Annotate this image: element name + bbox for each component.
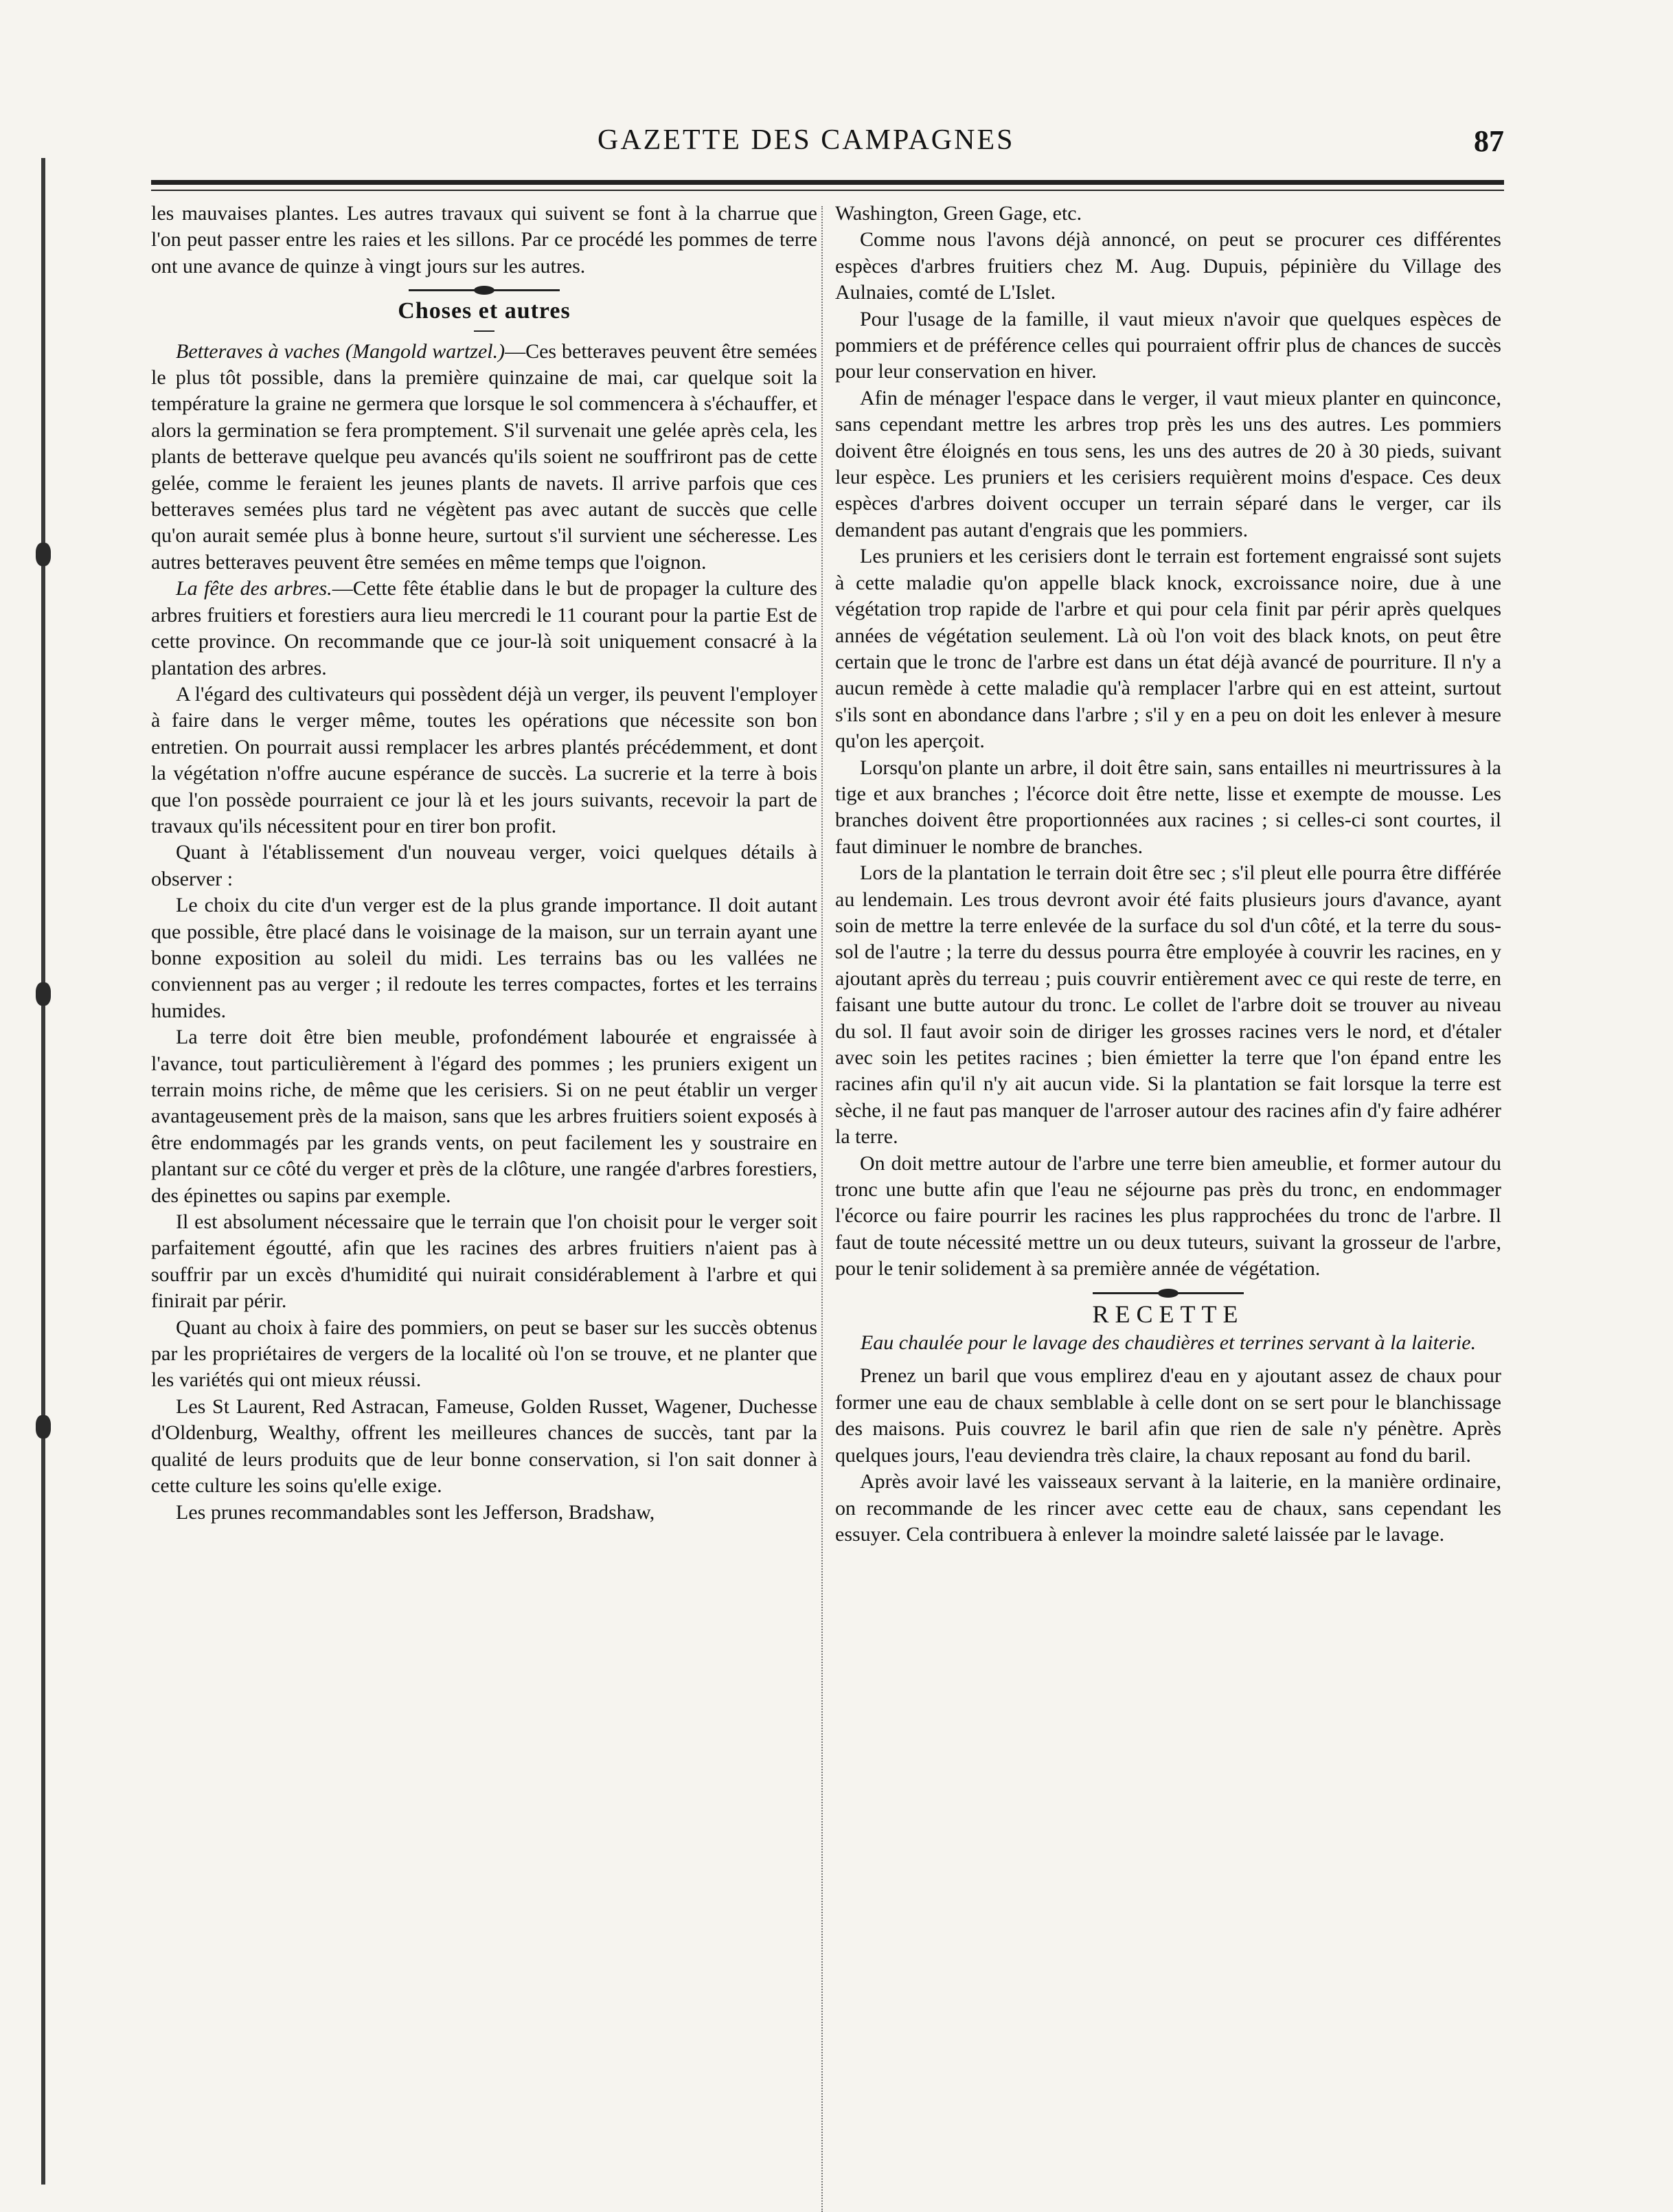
left-column [151, 201, 817, 1526]
column-divider [821, 206, 823, 2212]
binding-edge [41, 158, 45, 2185]
header-rule-thin [151, 190, 1504, 191]
paragraph: A l'égard des cultivateurs qui possèdent déjà un verger, ils peuvent l'employer à faire dans le verger même, toutes les opérations que nécessite son bon entretien. On pourrait aussi remplacer les arbres plantés précédemment, et dont la végétation n'offre aucune espérance de succès. La sucrerie et la terre à bois que l'on possède pourraient ce jour là et les jours suivants, recevoir la part de travaux qu'ils nécessitent pour en tirer bon profit. [151, 682, 817, 837]
paragraph: Prenez un baril que vous emplirez d'eau en y ajoutant assez de chaux pour former une eau de chaux semblable à celle dont on se sert pour le blanchissage des maisons. Puis couvrez le baril afin que rien de sale n'y pénètre. Après quelques jours, l'eau deviendra très claire, la chaux reposant au fond du baril. [835, 1364, 1501, 1467]
paragraph: Quant à l'établissement d'un nouveau verger, voici quelques détails à observer : [151, 841, 817, 890]
paragraph: Lorsqu'on plante un arbre, il doit être sain, sans entailles ni meurtrissures à la tige et aux branches ; l'écorce doit être nette, lisse et exempte de mousse. Les branches doivent être proportionnées aux racines ; si celles-ci sont courtes, il faut diminuer le nombre de branches. [835, 756, 1501, 858]
recipe-title: RECETTE [1092, 1300, 1244, 1328]
paragraph: On doit mettre autour de l'arbre une terre bien ameublie, et former autour du tronc une butte afin que l'eau ne séjourne pas près du tronc, en endommager l'écorce ou faire pourrir les racines les plus rapprochées du tronc de l'arbre. Il faut de toute nécessité mettre un ou deux tuteurs, suivant la grosseur de l'arbre, pour le tenir solidement à sa première année de végétation. [835, 1151, 1501, 1280]
paragraph: Les St Laurent, Red Astracan, Fameuse, Golden Russet, Wagener, Duchesse d'Oldenburg, Wealthy, offrent les meilleures chances de succès, tant par la qualité de leurs produits que de leur bonne conservation, si l'on sait donner à cette culture les soins qu'elle exige. [151, 1395, 817, 1498]
paragraph-heading: Betteraves à vaches (Mangold wartzel.) [176, 339, 505, 363]
recipe-subtitle: Eau chaulée pour le lavage des chaudières et terrines servant à la laiterie. [860, 1331, 1477, 1355]
page-header [151, 124, 1504, 172]
paragraph-text: —Ces betteraves peuvent être semées le plus tôt possible, dans la première quinzaine de mai, car quelque soit la température la graine ne germera que lorsque le sol commencera à s'échauffer, et alors la germination se fera promptement. S'il survenait une gelée après cela, les plants de betterave quelque peu avancés qu'ils soient ne souffriront pas de cette gelée, comme le feraient les jeunes plants de navets. Il arrive parfois que ces betteraves semées plus tard ne végètent pas avec autant de succès que celle qu'on aurait semée plus à bonne heure, surtout s'il survient une sécheresse. Les autres betteraves peuvent être semées en même temps que l'oignon. [151, 339, 817, 574]
paragraph-betteraves [151, 339, 817, 576]
header-rule [151, 180, 1504, 185]
section-title: Choses et autres [398, 298, 571, 324]
paragraph: Pour l'usage de la famille, il vaut mieux n'avoir que quelques espèces de pommiers et de préférence celles qui pourraient offrir plus de chances de succès pour leur conservation en hiver. [835, 307, 1501, 383]
binding-hole [36, 982, 51, 1006]
paragraph: Comme nous l'avons déjà annoncé, on peut se procurer ces différentes espèces d'arbres fruitiers chez M. Aug. Dupuis, pépinière du Village des Aulnaies, comté de L'Islet. [835, 228, 1501, 304]
section-separator [1093, 1292, 1244, 1294]
paragraph: La terre doit être bien meuble, profondément labourée et engraissée à l'avance, tout particulièrement à l'égard des pommes ; les pruniers exigent un terrain moins riche, de même que les cerisiers. Si on ne peut établir un verger avantageusement près de la maison, sans que les arbres fruitiers soient exposés à être endommagés par les grands vents, on peut facilement les y soustraire en plantant sur ce côté du verger et près de la clôture, une rangée d'arbres forestiers, des épinettes ou sapins par exemple. [151, 1026, 817, 1207]
paragraph: Les prunes recommandables sont les Jefferson, Bradshaw, [176, 1500, 655, 1524]
paragraph: Après avoir lavé les vaisseaux servant à la laiterie, en la manière ordinaire, on recommande de les rincer avec cette eau de chaux, sans cependant les essuyer. Cela contribuera à enlever la moindre saleté laissée par le lavage. [835, 1470, 1501, 1546]
section-separator [409, 289, 560, 291]
paragraph: Lors de la plantation le terrain doit être sec ; s'il pleut elle pourra être différée au lendemain. Les trous devront avoir été faits plusieurs jours d'avance, ayant soin de mettre la terre enlevée de la surface du sol d'un côté, et la terre du sous-sol de l'autre ; la terre du dessus pourra être employée à couvrir les racines, en y ajoutant après du terreau ; puis couvrir entièrement avec ce qui reste de terre, en faisant une butte autour du tronc. Le collet de l'arbre doit se trouver au niveau du sol. Il faut avoir soin de diriger les grosses racines vers le nord, et d'étaler avec soin les petites racines ; bien émietter la terre que l'on épand entre les racines afin qu'il n'y ait aucun vide. Si la plantation se fait lorsque la terre est sèche, il ne faut pas manquer de l'arroser autour des racines afin d'y faire adhérer la terre. [835, 861, 1501, 1149]
page-number: 87 [1474, 124, 1504, 158]
paragraph: les mauvaises plantes. Les autres travaux qui suivent se font à la charrue que l'on peut passer entre les raies et les sillons. Par ce procédé les pommes de terre ont une avance de quinze à vingt jours sur les autres. [151, 202, 817, 278]
paragraph: Les pruniers et les cerisiers dont le terrain est fortement engraissé sont sujets à cette maladie qu'on appelle black knock, excroissance noire, due à une végétation trop rapide de l'arbre et qui pour cela finit par périr après quelques années de végétation seulement. Là où l'on voit des black knots, on peut être certain que le tronc de l'arbre est dans un état déjà avancé de pourriture. Il n'y a aucun remède à cette maladie qu'à remplacer l'arbre qui en est atteint, surtout s'ils sont en abondance dans l'arbre ; s'il y en a peu on doit les enlever à mesure qu'on les aperçoit. [835, 545, 1501, 753]
paragraph-fete [151, 576, 817, 681]
paragraph: Quant au choix à faire des pommiers, on peut se baser sur les succès obtenus par les propriétaires de vergers de la localité où l'on se trouve, et ne planter que les variétés qui ont mieux réussi. [151, 1316, 817, 1392]
paragraph: Washington, Green Gage, etc. [835, 202, 1082, 225]
title-rule [474, 330, 494, 332]
right-column [835, 201, 1501, 1548]
paragraph-text: —Cette fête établie dans le but de propager la culture des arbres fruitiers et forestiers aura lieu mercredi le 11 courant pour la partie Est de cette province. On recommande que ce jour-là soit uniquement consacré à la plantation des arbres. [151, 577, 817, 679]
paragraph: Il est absolument nécessaire que le terrain que l'on choisit pour le verger soit parfaitement égoutté, afin que les racines des arbres fruitiers n'aient pas à souffrir par un excès d'humidité qui nuirait considérablement à l'arbre et qui finirait par périr. [151, 1210, 817, 1313]
paragraph: Afin de ménager l'espace dans le verger, il vaut mieux planter en quinconce, sans cependant mettre les arbres trop près les uns des autres. Les pommiers doivent être éloignés en tous sens, les uns des autres de 20 à 30 pieds, suivant leur espèce. Les pruniers et les cerisiers requièrent moins d'espace. Ces deux espèces d'arbres doivent occuper un terrain séparé dans le verger, car ils demandent pas autant d'engrais que les pommiers. [835, 386, 1501, 541]
binding-hole [36, 543, 51, 566]
binding-hole [36, 1415, 51, 1438]
paragraph: Le choix du cite d'un verger est de la plus grande importance. Il doit autant que possible, être placé dans le voisinage de la maison, sur un terrain ayant une bonne exposition au soleil du midi. Les terrains bas ou les vallées ne conviennent pas au verger ; il redoute les terres compactes, fortes et les terrains humides. [151, 894, 817, 1022]
paragraph-heading: La fête des arbres. [176, 577, 332, 600]
running-title: GAZETTE DES CAMPAGNES [598, 124, 1015, 156]
